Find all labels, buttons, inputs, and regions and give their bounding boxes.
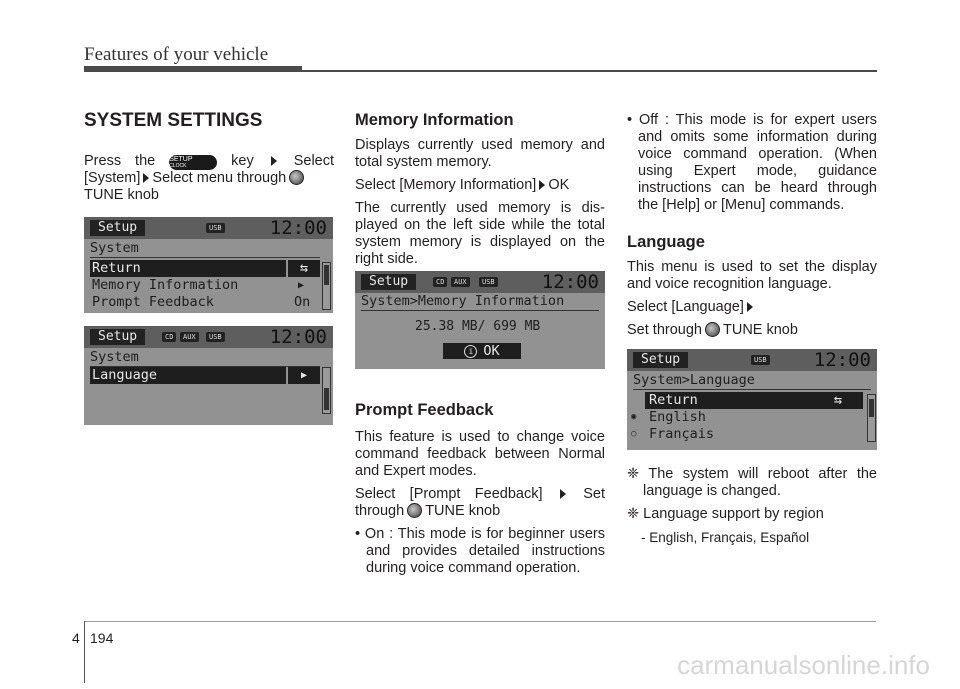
page-number: 194 <box>90 630 114 646</box>
screen-title: System <box>90 240 320 258</box>
memory-info-detail: The currently used memory is dis-played on the left side while the total system memory is displayed on the right side. <box>355 200 605 267</box>
return-icon: ⇆ <box>813 392 863 409</box>
column-3 <box>627 112 877 339</box>
clock: 12:00 <box>269 217 327 239</box>
usb-badge: USB <box>479 277 498 287</box>
clock: 12:00 <box>269 326 327 348</box>
arrow-right-icon <box>747 302 753 312</box>
prompt-off-mode: • Off : This mode is for expert users and omits some information during voice command operation. (When using Expert mode, guidance instructions can be heard through the [Help] or [Menu] commands. <box>627 112 877 213</box>
return-icon: ⇆ <box>288 260 320 277</box>
memory-info-description: Displays currently used memory and total system memory. <box>355 137 605 170</box>
footer-rule <box>84 621 876 622</box>
chevron-right-icon: ▶ <box>288 367 320 384</box>
usb-badge: USB <box>751 355 770 365</box>
aux-badge: AUX <box>180 332 199 342</box>
menu-item-return[interactable]: Return <box>645 392 813 409</box>
prompt-through-line: through TUNE knob <box>355 503 501 519</box>
arrow-right-icon <box>539 180 545 190</box>
region-note: ❈ Language support by region <box>627 506 824 522</box>
scrollbar[interactable] <box>867 394 876 442</box>
menu-item-return[interactable]: Return <box>90 260 286 277</box>
cd-badge: CD <box>162 332 176 342</box>
arrow-right-icon <box>143 173 149 183</box>
setup-tab: Setup <box>633 352 688 368</box>
arrow-right-icon <box>271 156 277 166</box>
scrollbar-thumb[interactable] <box>324 265 329 285</box>
page-header-title: Features of your vehicle <box>84 44 269 65</box>
screen-title: System <box>90 349 320 367</box>
setup-tab: Setup <box>361 274 416 290</box>
language-set-line: Set through TUNE knob <box>627 322 798 338</box>
chevron-right-icon: ▶ <box>298 280 305 291</box>
scrollbar[interactable] <box>322 262 331 310</box>
screen-system-language <box>84 326 333 425</box>
screen-system-menu <box>84 217 333 313</box>
memory-usage: 25.38 MB/ 699 MB <box>415 319 541 334</box>
language-heading: Language <box>627 233 705 251</box>
instruction-line-2: [System] Select menu through <box>84 170 334 187</box>
tune-knob-icon <box>705 322 720 337</box>
ok-label: OK <box>483 343 500 359</box>
header-rule <box>302 70 877 72</box>
setup-tab: Setup <box>90 329 145 345</box>
setup-key-icon: SETUP CLOCK <box>169 155 217 170</box>
scrollbar-thumb[interactable] <box>324 388 329 410</box>
usb-badge: USB <box>206 332 225 342</box>
instruction-line-1 <box>84 153 334 170</box>
column-1 <box>84 112 334 204</box>
clock: 12:00 <box>541 271 599 293</box>
prompt-select-line: Select [Prompt Feedback] Set <box>355 486 606 502</box>
memory-information-heading: Memory Information <box>355 111 514 129</box>
cd-badge: CD <box>433 277 447 287</box>
menu-item-memory-information[interactable]: Memory Information <box>92 277 239 293</box>
watermark: carmanualsonline.info <box>677 650 930 680</box>
select-text: Select <box>293 153 335 169</box>
language-option-francais[interactable]: Français <box>649 426 715 442</box>
header-bar <box>84 66 302 72</box>
reboot-note: ❈ The system will reboot after the language is changed. <box>627 466 877 499</box>
prompt-feedback-value: On <box>294 294 311 310</box>
prompt-feedback-heading: Prompt Feedback <box>355 401 494 419</box>
section-number: 4 <box>72 630 80 646</box>
footer-vertical-rule <box>84 621 85 683</box>
language-select-line: Select [Language] <box>627 299 877 316</box>
screen-language <box>627 349 877 450</box>
radio-selected-icon[interactable]: ◉ <box>631 412 637 422</box>
tune-knob-icon <box>407 503 422 518</box>
tune-knob-icon <box>289 170 304 185</box>
press-text: Press the <box>84 153 156 169</box>
instruction-line-3: TUNE knob <box>84 187 159 203</box>
screen-title: System>Language <box>633 372 871 390</box>
scrollbar[interactable] <box>322 367 331 414</box>
column-2 <box>355 112 605 268</box>
screen-title: System>Memory Information <box>361 293 599 311</box>
arrow-right-icon <box>560 489 566 499</box>
memory-select-line: Select [Memory Information] OK <box>355 177 570 193</box>
language-option-english[interactable]: English <box>649 409 706 425</box>
ok-button[interactable] <box>443 343 521 359</box>
info-icon: i <box>464 345 477 358</box>
scrollbar-thumb[interactable] <box>869 399 874 417</box>
key-text: key <box>231 153 254 169</box>
language-description: This menu is used to set the display and voice recognition language. <box>627 259 877 292</box>
screen-memory-information <box>355 271 605 369</box>
system-settings-heading: SYSTEM SETTINGS <box>84 110 263 131</box>
column-2-lower <box>355 402 605 577</box>
region-languages: - English, Français, Español <box>641 530 810 545</box>
menu-item-prompt-feedback[interactable]: Prompt Feedback <box>92 294 214 310</box>
column-3-notes <box>627 466 877 546</box>
aux-badge: AUX <box>451 277 470 287</box>
prompt-feedback-description: This feature is used to change voice command feedback between Normal and Expert modes. <box>355 429 605 479</box>
clock: 12:00 <box>813 349 871 371</box>
radio-unselected-icon[interactable]: ○ <box>631 429 637 439</box>
prompt-on-mode: • On : This mode is for beginner users and provides detailed instructions during voice command operation. <box>355 526 605 576</box>
usb-badge: USB <box>206 223 225 233</box>
setup-tab: Setup <box>90 220 145 236</box>
menu-item-language[interactable]: Language <box>90 367 286 384</box>
